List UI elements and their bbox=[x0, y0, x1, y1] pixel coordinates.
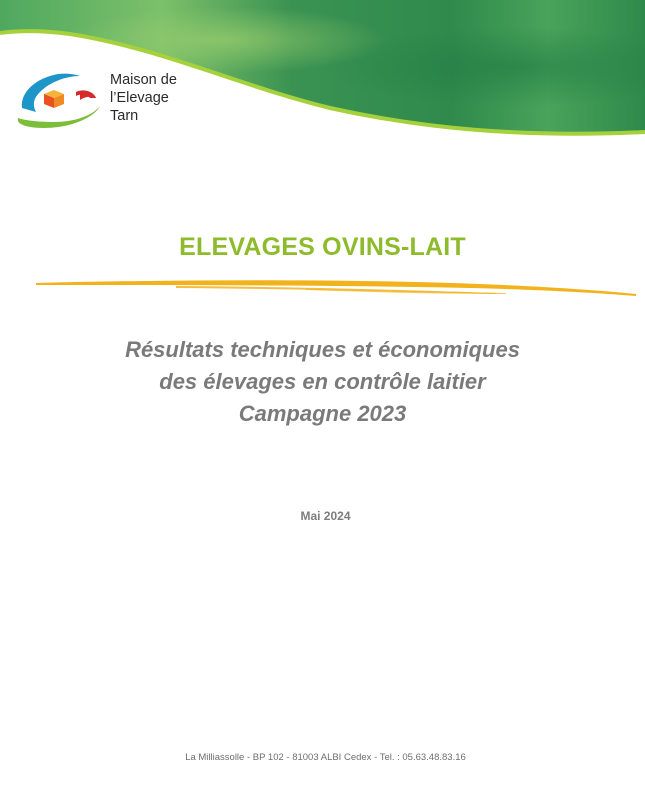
organization-name-line1: Maison de bbox=[110, 72, 177, 88]
subtitle-line3: Campagne 2023 bbox=[238, 401, 407, 426]
footer-address: La Milliassolle - BP 102 - 81003 ALBI Cedex - Tel. : 05.63.48.83.16 bbox=[185, 752, 466, 763]
publication-date: Mai 2024 bbox=[300, 509, 351, 523]
document-title: ELEVAGES OVINS-LAIT bbox=[179, 233, 466, 261]
maison-elevage-logo bbox=[14, 66, 104, 132]
cube-icon bbox=[44, 90, 64, 108]
document-subtitle bbox=[0, 334, 645, 430]
organization-name bbox=[110, 71, 177, 125]
organization-name-line2: l’Elevage bbox=[110, 90, 169, 106]
subtitle-line2: des élevages en contrôle laitier bbox=[159, 369, 486, 394]
organization-name-line3: Tarn bbox=[110, 108, 139, 124]
subtitle-line1: Résultats techniques et économiques bbox=[125, 337, 520, 362]
title-underline-rule bbox=[36, 274, 636, 300]
